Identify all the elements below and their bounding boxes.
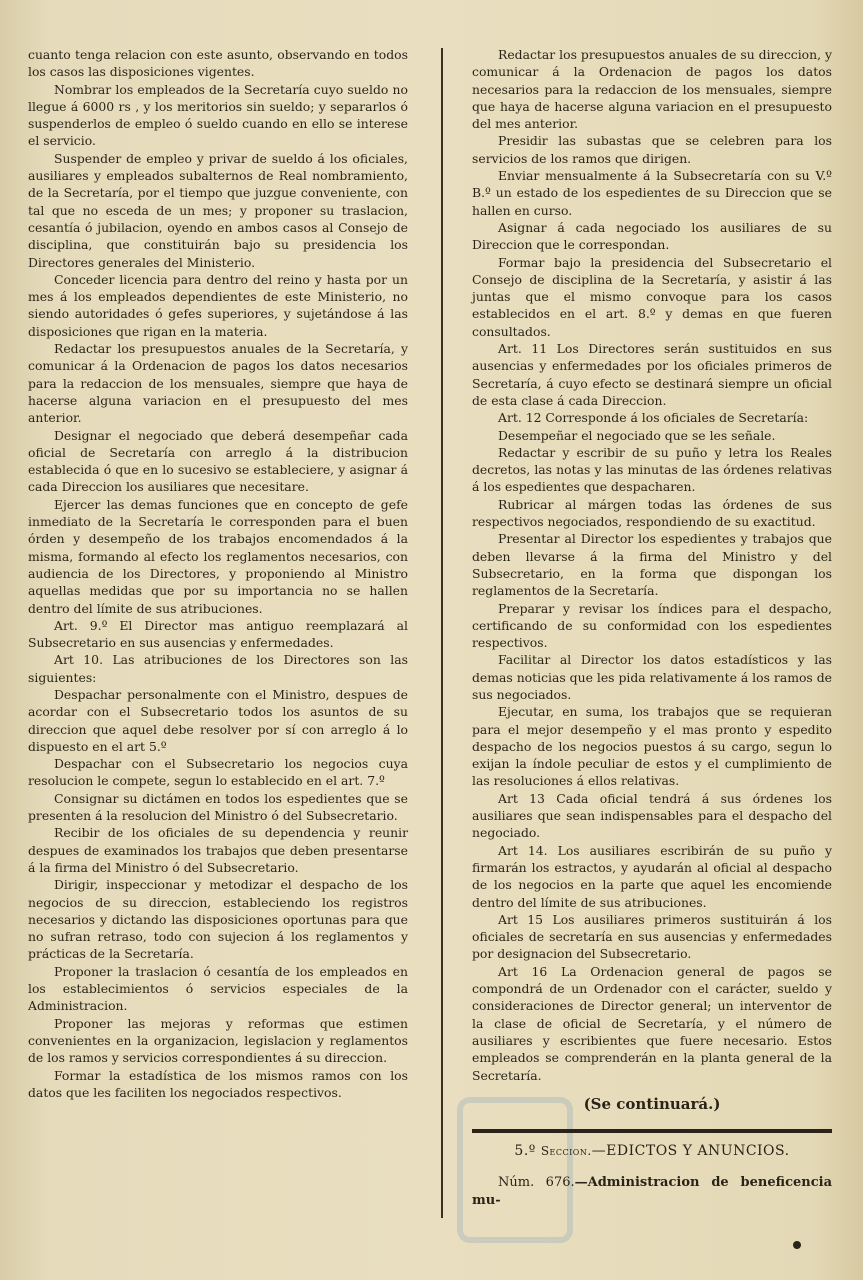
paragraph: Recibir de los oficiales de su dependencia y reunir despues de examinados los trabajos que deben presentarse á la firma del Ministro ó del Subsecretario.: [28, 825, 408, 875]
paragraph: Redactar y escribir de su puño y letra los Reales decretos, las notas y las minutas de las órdenes relativas á los espedientes que despacharen.: [472, 444, 832, 495]
article-paragraph: Art 14. Los ausiliares escribirán de su puño y firmarán los estractos, y ayudarán al oficial al despacho de los negocios en la parte que aquel les encomiende dentro del límite de sus atribuciones.: [472, 842, 832, 910]
paragraph: Proponer las mejoras y reformas que estimen convenientes en la organizacion, legislacion y reglamentos de los ramos y servicios correspondientes á su direccion.: [28, 1015, 408, 1066]
paragraph: Despachar con el Subsecretario los negocios cuya resolucion le compete, segun lo establecido en el art. 7.º: [28, 756, 408, 789]
column-divider: [441, 48, 443, 1218]
notice-line: [472, 1174, 832, 1209]
paragraph: Proponer la traslacion ó cesantía de los empleados en los establecimientos ó servicios especiales de la Administracion.: [28, 963, 408, 1014]
paragraph: Preparar y revisar los índices para el despacho, certificando de su conformidad con los espedientes respectivos.: [472, 600, 832, 651]
paragraph: Nombrar los empleados de la Secretaría cuyo sueldo no llegue á 6000 rs , y los meritorios sin sueldo; y separarlos ó suspenderlos de empleo ó sueldo cuando en ello se interese el servicio.: [28, 81, 408, 149]
paragraph: Rubricar al márgen todas las órdenes de sus respectivos negociados, respondiendo de su exactitud.: [472, 496, 832, 530]
section-heading: [472, 1143, 832, 1160]
article-paragraph: Art. 9.º El Director mas antiguo reemplazará al Subsecretario en sus ausencias y enfermedades.: [28, 617, 408, 651]
paragraph: Ejercer las demas funciones que en concepto de gefe inmediato de la Secretaría le corresponden para el buen órden y desempeño de los trabajos encomendados á la misma, formando al efecto los reglamentos necesarios, con audiencia de los Directores, y proponiendo al Ministro aquellas medidas que por su importancia no se hallen dentro del límite de sus atribuciones.: [28, 496, 408, 616]
paragraph: Designar el negociado que deberá desempeñar cada oficial de Secretaría con arreglo á la distribucion establecida ó que en lo sucesivo se estableciere, y asignar á cada Direccion los ausiliares que necesitare.: [28, 427, 408, 495]
section-rule: [472, 1129, 832, 1133]
notice-number: Núm. 676.: [498, 1175, 575, 1191]
paragraph: Facilitar al Director los datos estadísticos y las demas noticias que les pida relativamente á los ramos de sus negociados.: [472, 652, 832, 702]
paragraph: Consignar su dictámen en todos los espedientes que se presenten á la resolucion del Ministro ó del Subsecretario.: [28, 790, 408, 824]
section-title: —EDICTOS Y ANUNCIOS.: [591, 1143, 790, 1160]
article-paragraph: Art 16 La Ordenacion general de pagos se compondrá de un Ordenador con el carácter, sueldo y consideraciones de Director general; un interventor de la clase de oficial de Secretaría, y el número de ausiliares y escribientes que fuere necesario. Estos empleados se comprenderán en la planta general de la Secretaría.: [472, 963, 832, 1083]
left-column: [28, 46, 408, 1101]
continuation-note: (Se continuará.): [583, 1094, 721, 1113]
paragraph: Redactar los presupuestos anuales de su direccion, y comunicar á la Ordenacion de pagos los datos necesarios para la redaccion de los mensuales, siempre que haya de hacerse alguna variacion en el presupuesto del mes anterior.: [472, 47, 832, 132]
paragraph: Asignar á cada negociado los ausiliares de su Direccion que le correspondan.: [472, 219, 832, 253]
paragraph: Ejecutar, en suma, los trabajos que se requieran para el mejor desempeño y el mas pronto y espedito despacho de los negocios puestos á su cargo, segun lo exijan la índole peculiar de estos y el cumplimiento de las resoluciones á ellos relativas.: [472, 704, 832, 789]
paragraph: Suspender de empleo y privar de sueldo á los oficiales, ausiliares y empleados subalternos de Real nombramiento, de la Secretaría, por el tiempo que juzgue conveniente, con tal que no esceda de un mes; y proponer su traslacion, cesantía ó jubilacion, oyendo en ambos casos al Consejo de disciplina, que constituirán bajo su presidencia los Directores generales del Ministerio.: [28, 150, 408, 270]
notice-text: —Administracion de beneficencia mu-: [472, 1175, 832, 1208]
article-paragraph: Art 15 Los ausiliares primeros sustituirán á los oficiales de secretaría en sus ausencias y enfermedades por designacion del Subsecretario.: [472, 911, 832, 962]
paragraph: Desempeñar el negociado que se les señale.: [498, 427, 776, 443]
section-number: 5.º: [514, 1143, 536, 1160]
article-paragraph: Art 10. Las atribuciones de los Directores son las siguientes:: [28, 652, 408, 685]
paragraph: Dirigir, inspeccionar y metodizar el despacho de los negocios de su direccion, estableciendo los registros necesarios y dictando las disposiciones oportunas para que no sufran retraso, todo con sujecion á los reglamentos y prácticas de la Secretaría.: [28, 877, 408, 962]
ink-dot: [793, 1241, 801, 1249]
article-paragraph: Art. 11 Los Directores serán sustituidos en sus ausencias y enfermedades por los oficiales primeros de Secretaría, á cuyo efecto se destinará siempre un oficial de esta clase á cada Direccion.: [472, 341, 832, 408]
section-label: Seccion.: [540, 1144, 592, 1159]
paragraph: Conceder licencia para dentro del reino y hasta por un mes á los empleados dependientes de este Ministerio, no siendo autoridades ó gefes superiores, y sujetándose á las disposiciones que rigan en la materia.: [28, 271, 408, 339]
paragraph: Redactar los presupuestos anuales de la Secretaría, y comunicar á la Ordenacion de pagos los datos necesarios para la redaccion de los mensuales, siempre que haya de hacerse alguna variacion en el presupuesto del mes anterior.: [28, 341, 408, 426]
paragraph: Presidir las subastas que se celebren para los servicios de los ramos que dirigen.: [472, 133, 832, 166]
paragraph: cuanto tenga relacion con este asunto, observando en todos los casos las disposiciones vigentes.: [28, 47, 408, 80]
article-paragraph: Art. 12 Corresponde á los oficiales de Secretaría:: [498, 410, 809, 426]
paragraph: Formar bajo la presidencia del Subsecretario el Consejo de disciplina de la Secretaría, y asistir á las juntas que el mismo convoque para los casos establecidos en el art. 8.º y demas en que fueren consultados.: [472, 254, 832, 339]
article-paragraph: Art 13 Cada oficial tendrá á sus órdenes los ausiliares que sean indispensables para el despacho del negociado.: [472, 790, 832, 841]
paragraph: Despachar personalmente con el Ministro, despues de acordar con el Subsecretario todos los asuntos de su direccion que aquel debe resolver por sí con arreglo á lo dispuesto en el art 5.º: [28, 686, 408, 754]
paragraph: Enviar mensualmente á la Subsecretaría con su V.º B.º un estado de los espedientes de su Direccion que se hallen en curso.: [472, 168, 832, 218]
paragraph: Presentar al Director los espedientes y trabajos que deben llevarse á la firma del Ministro y del Subsecretario, en la forma que dispongan los reglamentos de la Secretaría.: [472, 531, 832, 599]
right-column: [472, 46, 832, 1209]
paragraph: Formar la estadística de los mismos ramos con los datos que les faciliten los negociados respectivos.: [28, 1067, 408, 1100]
